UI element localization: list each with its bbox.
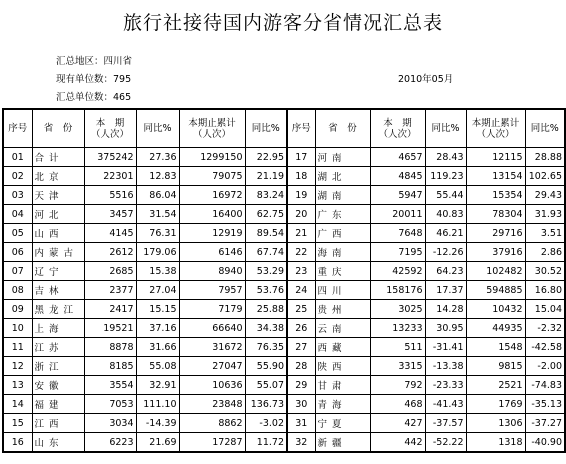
cell-cumulative-yoy: 67.74 (245, 243, 287, 262)
cell-cumulative: 2521 (466, 376, 525, 395)
cell-province: 四川 (315, 281, 370, 300)
cell-province: 山东 (32, 433, 84, 453)
cell-cumulative: 1769 (466, 395, 525, 414)
cell-province: 云南 (315, 319, 370, 338)
cell-province: 湖南 (315, 186, 370, 205)
cell-seq: 24 (287, 281, 315, 300)
cell-current: 158176 (370, 281, 425, 300)
cell-province: 江西 (32, 414, 84, 433)
cell-cumulative-yoy: -2.32 (525, 319, 565, 338)
cell-yoy: 76.31 (136, 224, 179, 243)
header-seq: 序号 (287, 109, 315, 148)
table-row (3, 148, 565, 167)
cell-current: 2612 (84, 243, 136, 262)
header-cumulative-yoy: 同比% (245, 109, 287, 148)
cell-cumulative-yoy: 28.88 (525, 148, 565, 167)
cell-cumulative: 10636 (179, 376, 245, 395)
cell-current: 511 (370, 338, 425, 357)
cell-cumulative: 16400 (179, 205, 245, 224)
header-cumulative-yoy: 同比% (525, 109, 565, 148)
cell-current: 20011 (370, 205, 425, 224)
cell-cumulative-yoy: -74.83 (525, 376, 565, 395)
cell-cumulative: 1306 (466, 414, 525, 433)
cell-current: 427 (370, 414, 425, 433)
cell-seq: 32 (287, 433, 315, 453)
cell-cumulative-yoy: 89.54 (245, 224, 287, 243)
cell-cumulative-yoy: 11.72 (245, 433, 287, 453)
header-province: 省 份 (32, 109, 84, 148)
cell-cumulative-yoy: 15.04 (525, 300, 565, 319)
cell-current: 8878 (84, 338, 136, 357)
table-row (3, 300, 565, 319)
cell-seq: 30 (287, 395, 315, 414)
table-row (3, 395, 565, 414)
cell-cumulative: 37916 (466, 243, 525, 262)
cell-yoy: 86.04 (136, 186, 179, 205)
cell-province: 重庆 (315, 262, 370, 281)
cell-yoy: -12.26 (425, 243, 466, 262)
cell-cumulative: 78304 (466, 205, 525, 224)
cell-cumulative-yoy: 31.93 (525, 205, 565, 224)
cell-cumulative-yoy: 30.52 (525, 262, 565, 281)
cell-current: 7648 (370, 224, 425, 243)
header-current: 本 期 （人次） (84, 109, 136, 148)
table-row (3, 243, 565, 262)
cell-current: 792 (370, 376, 425, 395)
cell-yoy: 17.37 (425, 281, 466, 300)
cell-seq: 10 (3, 319, 32, 338)
cell-current: 42592 (370, 262, 425, 281)
cell-cumulative-yoy: 76.35 (245, 338, 287, 357)
cell-cumulative: 23848 (179, 395, 245, 414)
table-row (3, 338, 565, 357)
cell-province: 北京 (32, 167, 84, 186)
cell-seq: 18 (287, 167, 315, 186)
cell-cumulative: 1299150 (179, 148, 245, 167)
cell-province: 河南 (315, 148, 370, 167)
cell-seq: 22 (287, 243, 315, 262)
cell-cumulative-yoy: -42.58 (525, 338, 565, 357)
cell-seq: 05 (3, 224, 32, 243)
cell-yoy: 14.28 (425, 300, 466, 319)
cell-current: 375242 (84, 148, 136, 167)
cell-province: 江苏 (32, 338, 84, 357)
cell-cumulative-yoy: -2.00 (525, 357, 565, 376)
cell-current: 3034 (84, 414, 136, 433)
cell-yoy: 15.15 (136, 300, 179, 319)
cell-cumulative-yoy: 21.19 (245, 167, 287, 186)
cell-yoy: 55.08 (136, 357, 179, 376)
cell-seq: 08 (3, 281, 32, 300)
cell-seq: 13 (3, 376, 32, 395)
table-row (3, 262, 565, 281)
cell-province: 陕西 (315, 357, 370, 376)
cell-province: 上海 (32, 319, 84, 338)
cell-cumulative-yoy: 29.43 (525, 186, 565, 205)
cell-cumulative: 1318 (466, 433, 525, 453)
report-date: 2010年05月 (398, 74, 454, 85)
cell-current: 3025 (370, 300, 425, 319)
cell-yoy: 30.95 (425, 319, 466, 338)
header-cumulative: 本期止累计 （人次） (466, 109, 525, 148)
cell-current: 5947 (370, 186, 425, 205)
cell-province: 吉林 (32, 281, 84, 300)
cell-province: 安徽 (32, 376, 84, 395)
cell-current: 6223 (84, 433, 136, 453)
cell-cumulative: 102482 (466, 262, 525, 281)
cell-cumulative-yoy: 2.86 (525, 243, 565, 262)
cell-cumulative: 9815 (466, 357, 525, 376)
cell-yoy: 55.44 (425, 186, 466, 205)
table-body (3, 148, 565, 453)
cell-seq: 20 (287, 205, 315, 224)
cell-current: 4845 (370, 167, 425, 186)
cell-cumulative-yoy: 53.29 (245, 262, 287, 281)
cell-seq: 25 (287, 300, 315, 319)
cell-current: 3315 (370, 357, 425, 376)
cell-yoy: -31.41 (425, 338, 466, 357)
cell-cumulative-yoy: 25.88 (245, 300, 287, 319)
cell-current: 3554 (84, 376, 136, 395)
cell-seq: 27 (287, 338, 315, 357)
table-row (3, 167, 565, 186)
cell-province: 天津 (32, 186, 84, 205)
cell-cumulative-yoy: 102.65 (525, 167, 565, 186)
cell-yoy: -37.57 (425, 414, 466, 433)
cell-current: 442 (370, 433, 425, 453)
header-current: 本 期 （人次） (370, 109, 425, 148)
cell-cumulative: 17287 (179, 433, 245, 453)
cell-yoy: 15.38 (136, 262, 179, 281)
cell-cumulative: 79075 (179, 167, 245, 186)
cell-cumulative: 29716 (466, 224, 525, 243)
cell-cumulative-yoy: -35.13 (525, 395, 565, 414)
cell-current: 13233 (370, 319, 425, 338)
cell-cumulative: 12115 (466, 148, 525, 167)
cell-cumulative: 10432 (466, 300, 525, 319)
table-row (3, 205, 565, 224)
cell-seq: 02 (3, 167, 32, 186)
cell-current: 4657 (370, 148, 425, 167)
cell-yoy: 31.66 (136, 338, 179, 357)
cell-cumulative-yoy: -40.90 (525, 433, 565, 453)
cell-cumulative: 12919 (179, 224, 245, 243)
cell-yoy: -41.43 (425, 395, 466, 414)
cell-province: 山西 (32, 224, 84, 243)
cell-cumulative: 27047 (179, 357, 245, 376)
cell-cumulative: 16972 (179, 186, 245, 205)
cell-cumulative: 66640 (179, 319, 245, 338)
table-row (3, 224, 565, 243)
cell-yoy: 21.69 (136, 433, 179, 453)
cell-province: 广东 (315, 205, 370, 224)
table-row (3, 281, 565, 300)
cell-yoy: 37.16 (136, 319, 179, 338)
cell-province: 福建 (32, 395, 84, 414)
cell-cumulative: 594885 (466, 281, 525, 300)
cell-province: 广西 (315, 224, 370, 243)
cell-cumulative: 7179 (179, 300, 245, 319)
cell-province: 黑龙江 (32, 300, 84, 319)
cell-current: 2417 (84, 300, 136, 319)
cell-current: 19521 (84, 319, 136, 338)
cell-cumulative-yoy: 55.90 (245, 357, 287, 376)
table-row (3, 414, 565, 433)
cell-cumulative: 31672 (179, 338, 245, 357)
cell-seq: 06 (3, 243, 32, 262)
cell-yoy: 27.04 (136, 281, 179, 300)
table-row (3, 433, 565, 453)
cell-yoy: -52.22 (425, 433, 466, 453)
cell-seq: 31 (287, 414, 315, 433)
cell-cumulative: 6146 (179, 243, 245, 262)
cell-yoy: -14.39 (136, 414, 179, 433)
cell-cumulative-yoy: -37.27 (525, 414, 565, 433)
cell-province: 辽宁 (32, 262, 84, 281)
summary-region: 汇总地区：四川省 (56, 56, 133, 67)
cell-yoy: 111.10 (136, 395, 179, 414)
cell-seq: 17 (287, 148, 315, 167)
cell-cumulative-yoy: 53.76 (245, 281, 287, 300)
cell-current: 468 (370, 395, 425, 414)
cell-yoy: 27.36 (136, 148, 179, 167)
cell-yoy: -13.38 (425, 357, 466, 376)
table-row (3, 319, 565, 338)
cell-seq: 14 (3, 395, 32, 414)
cell-seq: 03 (3, 186, 32, 205)
cell-current: 4145 (84, 224, 136, 243)
cell-cumulative-yoy: 83.24 (245, 186, 287, 205)
cell-cumulative-yoy: 3.51 (525, 224, 565, 243)
cell-cumulative-yoy: 16.80 (525, 281, 565, 300)
cell-province: 新疆 (315, 433, 370, 453)
cell-seq: 09 (3, 300, 32, 319)
cell-current: 5516 (84, 186, 136, 205)
cell-seq: 15 (3, 414, 32, 433)
cell-province: 贵州 (315, 300, 370, 319)
cell-current: 7195 (370, 243, 425, 262)
cell-cumulative: 8940 (179, 262, 245, 281)
cell-yoy: 46.21 (425, 224, 466, 243)
cell-current: 2377 (84, 281, 136, 300)
cell-seq: 23 (287, 262, 315, 281)
cell-province: 宁夏 (315, 414, 370, 433)
header-province: 省 份 (315, 109, 370, 148)
table-row (3, 376, 565, 395)
cell-current: 22301 (84, 167, 136, 186)
cell-seq: 12 (3, 357, 32, 376)
cell-seq: 28 (287, 357, 315, 376)
table-row (3, 186, 565, 205)
cell-cumulative: 44935 (466, 319, 525, 338)
cell-seq: 29 (287, 376, 315, 395)
cell-seq: 11 (3, 338, 32, 357)
cell-province: 甘肃 (315, 376, 370, 395)
report-title: 旅行社接待国内游客分省情况汇总表 (122, 12, 443, 34)
cell-seq: 26 (287, 319, 315, 338)
cell-current: 7053 (84, 395, 136, 414)
cell-seq: 16 (3, 433, 32, 453)
cell-cumulative-yoy: -3.02 (245, 414, 287, 433)
cell-yoy: 179.06 (136, 243, 179, 262)
cell-seq: 21 (287, 224, 315, 243)
cell-yoy: 31.54 (136, 205, 179, 224)
cell-yoy: 32.91 (136, 376, 179, 395)
cell-seq: 01 (3, 148, 32, 167)
cell-cumulative: 1548 (466, 338, 525, 357)
header-yoy: 同比% (136, 109, 179, 148)
header-cumulative: 本期止累计 （人次） (179, 109, 245, 148)
current-unit-count: 现有单位数：795 (56, 74, 132, 85)
header-yoy: 同比% (425, 109, 466, 148)
cell-province: 湖北 (315, 167, 370, 186)
cell-current: 8185 (84, 357, 136, 376)
cell-cumulative-yoy: 136.73 (245, 395, 287, 414)
cell-seq: 19 (287, 186, 315, 205)
summary-table (2, 108, 566, 453)
cell-seq: 04 (3, 205, 32, 224)
cell-seq: 07 (3, 262, 32, 281)
cell-province: 青海 (315, 395, 370, 414)
cell-province: 合计 (32, 148, 84, 167)
cell-yoy: 119.23 (425, 167, 466, 186)
cell-cumulative: 13154 (466, 167, 525, 186)
cell-current: 2685 (84, 262, 136, 281)
cell-province: 海南 (315, 243, 370, 262)
cell-cumulative: 15354 (466, 186, 525, 205)
cell-cumulative-yoy: 22.95 (245, 148, 287, 167)
cell-yoy: 40.83 (425, 205, 466, 224)
cell-province: 内蒙古 (32, 243, 84, 262)
cell-yoy: -23.33 (425, 376, 466, 395)
cell-province: 河北 (32, 205, 84, 224)
cell-cumulative: 8862 (179, 414, 245, 433)
cell-yoy: 28.43 (425, 148, 466, 167)
cell-cumulative-yoy: 62.75 (245, 205, 287, 224)
table-header-row (3, 109, 565, 148)
cell-province: 浙江 (32, 357, 84, 376)
table-row (3, 357, 565, 376)
cell-cumulative-yoy: 55.07 (245, 376, 287, 395)
cell-cumulative: 7957 (179, 281, 245, 300)
cell-province: 西藏 (315, 338, 370, 357)
summary-unit-count: 汇总单位数：465 (56, 92, 132, 103)
cell-yoy: 12.83 (136, 167, 179, 186)
cell-current: 3457 (84, 205, 136, 224)
cell-yoy: 64.23 (425, 262, 466, 281)
header-seq: 序号 (3, 109, 32, 148)
cell-cumulative-yoy: 34.38 (245, 319, 287, 338)
